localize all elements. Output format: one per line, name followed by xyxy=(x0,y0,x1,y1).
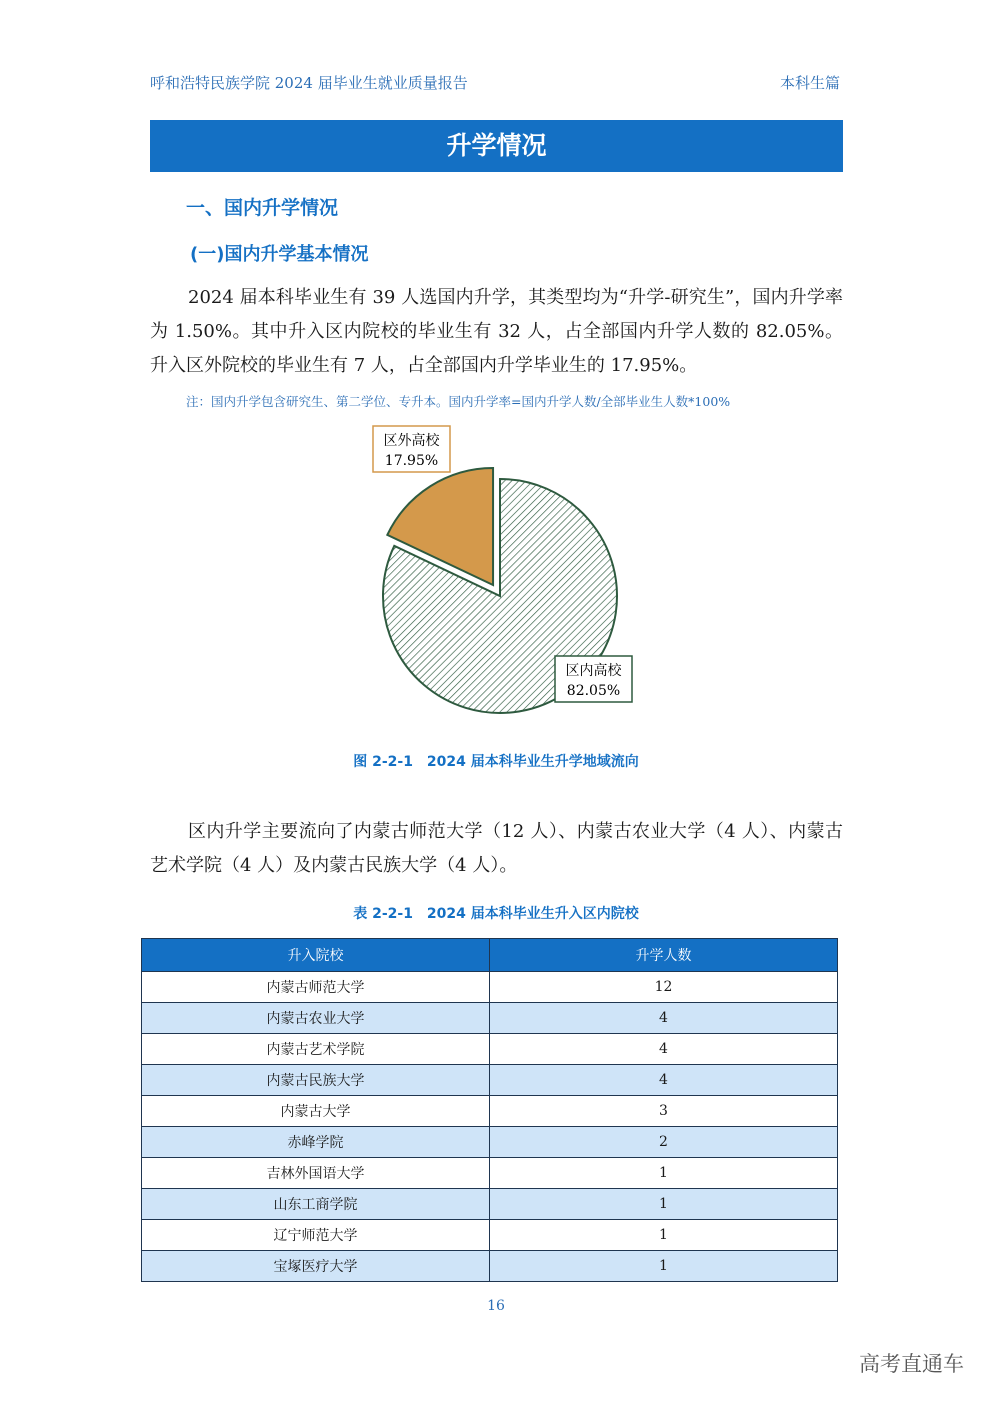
subsection-heading: (一)国内升学基本情况 xyxy=(190,244,369,265)
university-cell: 吉林外国语大学 xyxy=(142,1158,490,1189)
table-row xyxy=(142,1251,838,1282)
table-row xyxy=(142,1096,838,1127)
university-cell: 山东工商学院 xyxy=(142,1189,490,1220)
university-cell: 内蒙古大学 xyxy=(142,1096,490,1127)
count-cell: 4 xyxy=(490,1003,838,1034)
data-label-outer-value: 17.95% xyxy=(384,453,439,469)
count-cell: 1 xyxy=(490,1220,838,1251)
table-header-row xyxy=(142,939,838,972)
table-caption: 表 2-2-1 2024 届本科毕业生升入区内院校 xyxy=(353,906,639,922)
watermark: 高考直通车 xyxy=(859,1352,964,1376)
count-cell: 4 xyxy=(490,1034,838,1065)
count-cell: 2 xyxy=(490,1127,838,1158)
table-row xyxy=(142,1065,838,1096)
university-cell: 内蒙古农业大学 xyxy=(142,1003,490,1034)
count-cell: 3 xyxy=(490,1096,838,1127)
figure-caption: 图 2-2-1 2024 届本科毕业生升学地域流向 xyxy=(353,754,639,770)
count-cell: 12 xyxy=(490,972,838,1003)
table-row xyxy=(142,1158,838,1189)
university-cell: 赤峰学院 xyxy=(142,1127,490,1158)
intro-paragraph: 2024 届本科毕业生有 39 人选国内升学，其类型均为“升学-研究生”，国内升学率为 1.50%。其中升入区内院校的毕业生有 32 人，占全部国内升学人数的 82.05%。升入区外院校的毕业生有 7 人，占全部国内升学毕业生的 17.95%。 xyxy=(150,287,843,376)
report-header-section: 本科生篇 xyxy=(779,74,840,92)
page-number: 16 xyxy=(487,1298,505,1314)
count-cell: 1 xyxy=(490,1189,838,1220)
section-heading: 一、国内升学情况 xyxy=(186,197,339,219)
data-label-outer xyxy=(373,426,450,472)
report-header-title: 呼和浩特民族学院 2024 届毕业生就业质量报告 xyxy=(150,74,468,92)
university-cell: 内蒙古民族大学 xyxy=(142,1065,490,1096)
table-row xyxy=(142,1003,838,1034)
footnote: 注：国内升学包含研究生、第二学位、专升本。国内升学率=国内升学人数/全部毕业生人数*100% xyxy=(186,394,731,409)
page-title: 升学情况 xyxy=(150,120,843,172)
header-count: 升学人数 xyxy=(490,939,838,972)
data-label-inner-value: 82.05% xyxy=(566,683,621,699)
universities-table xyxy=(141,938,838,1282)
university-cell: 内蒙古艺术学院 xyxy=(142,1034,490,1065)
destination-paragraph: 区内升学主要流向了内蒙古师范大学（12 人）、内蒙古农业大学（4 人）、内蒙古艺术学院（4 人）及内蒙古民族大学（4 人）。 xyxy=(150,821,843,876)
table-row xyxy=(142,1127,838,1158)
table-row xyxy=(142,972,838,1003)
data-label-inner xyxy=(555,656,632,702)
data-label-inner-name: 区内高校 xyxy=(565,663,622,679)
table-row xyxy=(142,1220,838,1251)
count-cell: 4 xyxy=(490,1065,838,1096)
university-cell: 宝塚医疗大学 xyxy=(142,1251,490,1282)
table-row xyxy=(142,1034,838,1065)
university-cell: 辽宁师范大学 xyxy=(142,1220,490,1251)
count-cell: 1 xyxy=(490,1158,838,1189)
header-university: 升入院校 xyxy=(142,939,490,972)
count-cell: 1 xyxy=(490,1251,838,1282)
data-label-outer-name: 区外高校 xyxy=(383,433,440,449)
pie-chart xyxy=(360,420,660,720)
university-cell: 内蒙古师范大学 xyxy=(142,972,490,1003)
table-row xyxy=(142,1189,838,1220)
